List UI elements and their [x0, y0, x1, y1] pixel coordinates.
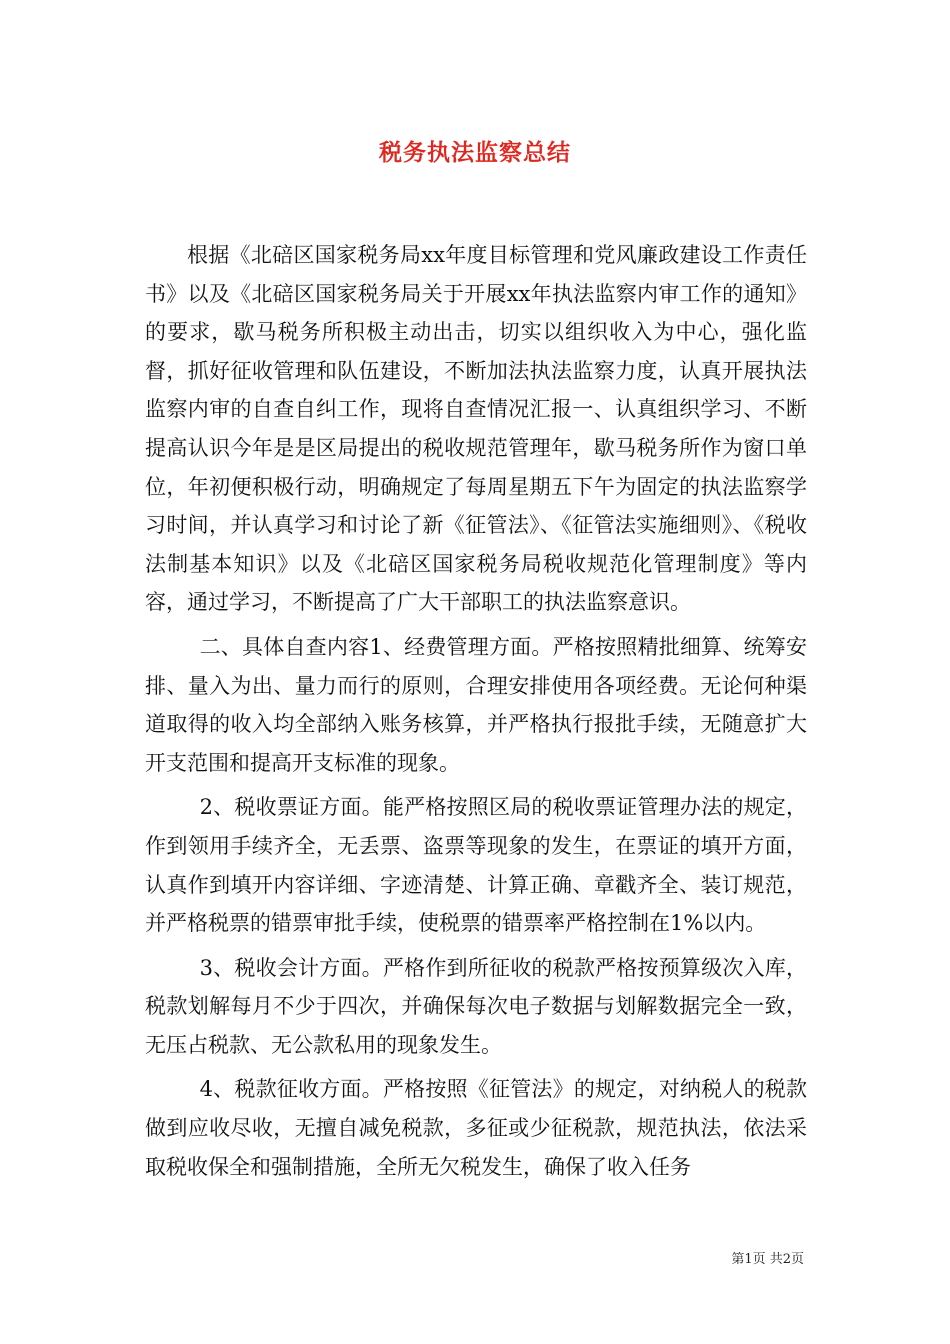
paragraph-tax-receipts: 2、税收票证方面。能严格按照区局的税收票证管理办法的规定，作到领用手续齐全，无丢票、盗票等现象的发生，在票证的填开方面，认真作到填开内容详细、字迹清楚、计算正确、章戳齐全、装订规范，并严格税票的错票审批手续，使税票的错票率严格控制在1%以内。: [145, 795, 807, 936]
page-number: 第1页 共2页: [731, 1252, 804, 1267]
paragraph-section-2-funding: 二、具体自查内容1、经费管理方面。严格按照精批细算、统筹安排、量入为出、量力而行的原则，合理安排使用各项经费。无论何种渠道取得的收入均全部纳入账务核算，并严格执行报批手续，无随意扩大开支范围和提高开支标准的现象。: [145, 634, 807, 775]
paragraph-tax-collection: 4、税款征收方面。严格按照《征管法》的规定，对纳税人的税款做到应收尽收，无擅自减免税款，多征或少征税款，规范执法，依法采取税收保全和强制措施，全所无欠税发生，确保了收入任务: [145, 1077, 807, 1179]
page-title: 税务执法监察总结: [379, 139, 571, 166]
paragraph-tax-accounting: 3、税收会计方面。严格作到所征收的税款严格按预算级次入库，税款划解每月不少于四次，并确保每次电子数据与划解数据完全一致，无压占税款、无公款私用的现象发生。: [145, 955, 807, 1057]
paragraph-intro: 根据《北碚区国家税务局xx年度目标管理和党风廉政建设工作责任书》以及《北碚区国家税务局关于开展xx年执法监察内审工作的通知》的要求，歇马税务所积极主动出击，切实以组织收入为中心，强化监督，抓好征收管理和队伍建设，不断加法执法监察力度，认真开展执法监察内审的自查自纠工作，现将自查情况汇报一、认真组织学习、不断提高认识今年是是区局提出的税收规范管理年，歇马税务所作为窗口单位，年初便积极行动，明确规定了每周星期五下午为固定的执法监察学习时间，并认真学习和讨论了新《征管法》、《征管法实施细则》、《税收法制基本知识》以及《北碚区国家税务局税收规范化管理制度》等内容，通过学习，不断提高了广大干部职工的执法监察意识。: [145, 243, 807, 615]
document-body: [145, 236, 807, 1186]
